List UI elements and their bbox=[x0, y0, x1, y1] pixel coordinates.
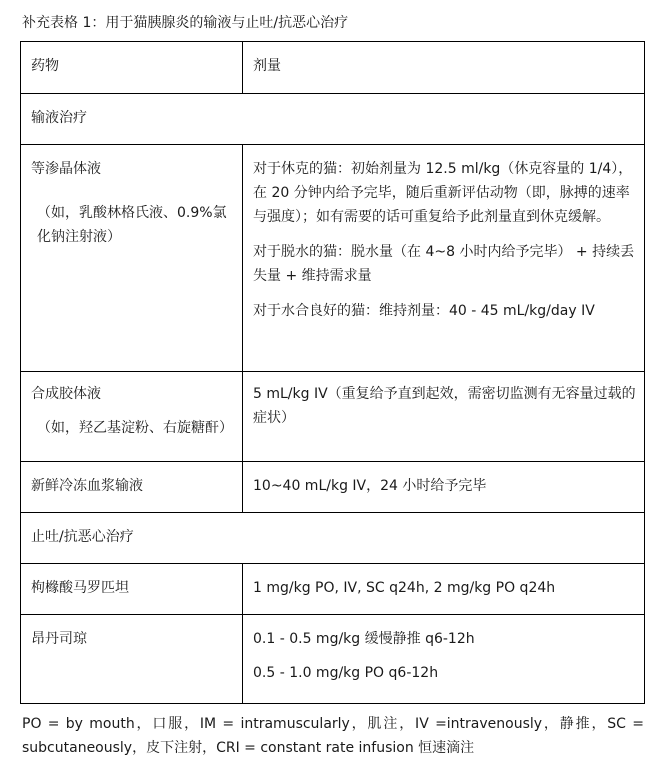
drug-note: （如，乳酸林格氏液、0.9%氯化钠注射液） bbox=[37, 205, 227, 245]
table-row bbox=[21, 145, 645, 372]
header-dose-label: 剂量 bbox=[253, 58, 281, 74]
header-dose bbox=[243, 42, 645, 94]
section-title-fluid: 输液治疗 bbox=[31, 110, 87, 126]
footnote-line: subcutaneously，皮下注射，CRI = constant rate infusion 恒速滴注 bbox=[22, 740, 475, 756]
header-drug-label: 药物 bbox=[31, 58, 59, 74]
table-row bbox=[21, 564, 645, 615]
dose-text: 10~40 mL/kg IV，24 小时给予完毕 bbox=[253, 478, 487, 494]
table-row bbox=[21, 462, 645, 513]
section-antiemetic-cell bbox=[21, 513, 645, 564]
dose-text: 1 mg/kg PO, IV, SC q24h, 2 mg/kg PO q24h bbox=[253, 580, 556, 596]
dose-text: 0.1 - 0.5 mg/kg 缓慢静推 q6-12h bbox=[253, 631, 475, 647]
drug-name: 合成胶体液 bbox=[31, 386, 101, 402]
dose-cell bbox=[243, 615, 645, 704]
drug-cell bbox=[21, 372, 243, 462]
drug-cell bbox=[21, 145, 243, 372]
section-row-fluid bbox=[21, 94, 645, 145]
dose-text: 0.5 - 1.0 mg/kg PO q6-12h bbox=[253, 665, 439, 681]
drug-cell bbox=[21, 615, 243, 704]
section-row-antiemetic bbox=[21, 513, 645, 564]
drug-name: 等渗晶体液 bbox=[31, 161, 101, 177]
abbreviation-footnote bbox=[22, 712, 644, 760]
drug-name: 枸橼酸马罗匹坦 bbox=[31, 580, 129, 596]
treatment-table bbox=[20, 41, 645, 704]
table-caption: 补充表格 1：用于猫胰腺炎的输液与止吐/抗恶心治疗 bbox=[22, 15, 349, 31]
drug-cell bbox=[21, 564, 243, 615]
drug-name: 昂丹司琼 bbox=[31, 631, 87, 647]
dose-text: 5 mL/kg IV（重复给予直到起效，需密切监测有无容量过载的症状） bbox=[253, 386, 636, 426]
dose-text: 对于水合良好的猫：维持剂量：40 - 45 mL/kg/day IV bbox=[253, 303, 595, 319]
dose-text: 对于脱水的猫：脱水量（在 4~8 小时内给予完毕） + 持续丢失量 + 维持需求量 bbox=[253, 244, 635, 284]
dose-cell bbox=[243, 372, 645, 462]
drug-note: （如，羟乙基淀粉、右旋糖酐） bbox=[37, 420, 233, 436]
table-row bbox=[21, 372, 645, 462]
header-drug bbox=[21, 42, 243, 94]
dose-text: 对于休克的猫：初始剂量为 12.5 ml/kg（休克容量的 1/4），在 20 分钟内给予完毕，随后重新评估动物（即，脉搏的速率与强度）；如有需要的话可重复给予此剂量直到休克缓解。 bbox=[253, 161, 633, 225]
table-row bbox=[21, 615, 645, 704]
dose-cell bbox=[243, 462, 645, 513]
drug-cell bbox=[21, 462, 243, 513]
dose-cell bbox=[243, 145, 645, 372]
footnote-line: PO = by mouth，口服，IM = intramuscularly，肌注，IV =intravenously，静推，SC = bbox=[22, 716, 644, 732]
dose-cell bbox=[243, 564, 645, 615]
drug-name: 新鲜冷冻血浆输液 bbox=[31, 478, 143, 494]
table-header-row bbox=[21, 42, 645, 94]
section-fluid-cell bbox=[21, 94, 645, 145]
section-title-antiemetic: 止吐/抗恶心治疗 bbox=[31, 529, 134, 545]
